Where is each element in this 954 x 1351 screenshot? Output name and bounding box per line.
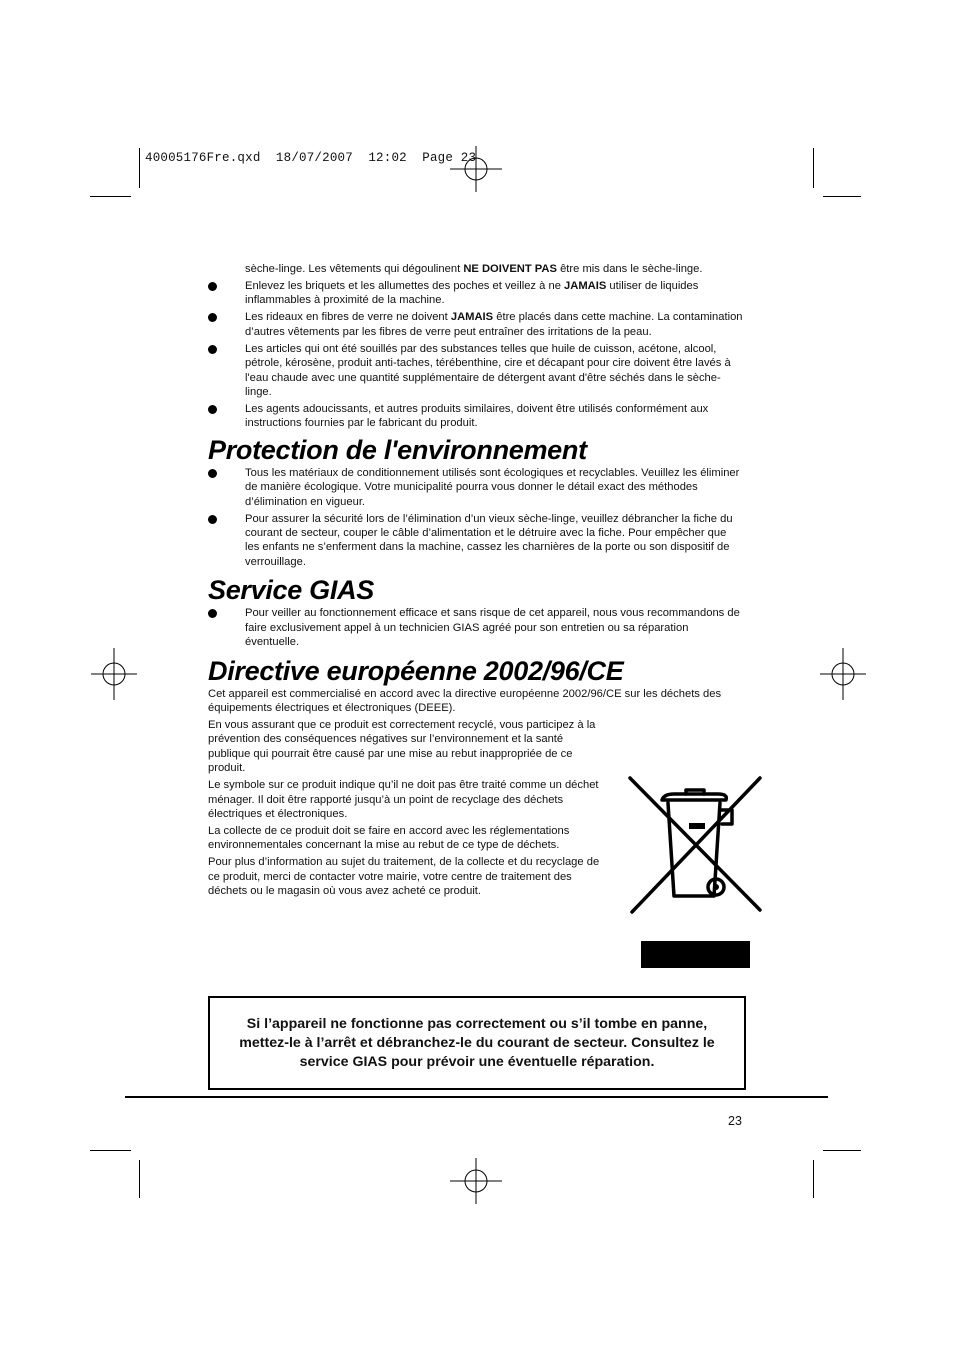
continued-paragraph: sèche-linge. Les vêtements qui dégoulinent NE DOIVENT PAS être mis dans le sèche-linge.	[245, 263, 703, 275]
warning-box	[208, 996, 746, 1090]
section-heading-environment: Protection de l'environnement	[208, 434, 587, 465]
crop-mark	[813, 148, 814, 188]
directive-paragraph: Le symbole sur ce produit indique qu’il ne doit pas être traité comme un déchet ménager. Il doit être rapporté jusqu’à un point de recyclage des déchets électriques et électroniques.	[208, 779, 599, 820]
bullet-icon	[208, 609, 217, 618]
registration-mark-icon	[88, 648, 140, 700]
directive-paragraph: Pour plus d’information au sujet du traitement, de la collecte et du recyclage de ce produit, merci de contacter votre mairie, votre centre de traitement des déchets ou le magasin où vous avez acheté ce produit.	[208, 856, 600, 898]
list-item: Les rideaux en fibres de verre ne doivent JAMAIS être placés dans cette machine. La contamination d’autres vêtements par les fibres de verre peut entraîner des irritations de la peau.	[208, 310, 743, 339]
crossed-out-wheelie-bin-icon	[626, 776, 764, 916]
list-item: Tous les matériaux de conditionnement utilisés sont écologiques et recyclables. Veuillez les éliminer de manière écologique. Votre municipalité pourra vous donner le détail exact des méthodes d’élimination en vigueur.	[208, 466, 743, 509]
bullet-icon	[208, 515, 217, 524]
list-item: Enlevez les briquets et les allumettes des poches et veillez à ne JAMAIS utiliser de liquides inflammables à proximité de la machine.	[208, 279, 743, 308]
bullet-icon	[208, 282, 217, 291]
print-slug: 40005176Fre.qxd 18/07/2007 12:02 Page 23	[145, 151, 477, 165]
section-heading-service: Service GIAS	[208, 575, 374, 606]
footer-rule	[125, 1096, 828, 1098]
crop-mark	[90, 196, 131, 197]
crop-mark	[139, 148, 140, 188]
bullet-icon	[208, 405, 217, 414]
list-item: Pour assurer la sécurité lors de l’élimination d’un vieux sèche-linge, veuillez débrancher la fiche du courant de secteur, couper le câble d’alimentation et le détruire avec la fiche. Pour empêcher que les enfants ne s’enferment dans la machine, cassez les charnières de la porte ou son dispositif de verrouillage.	[208, 512, 743, 570]
product-bar-mark	[641, 941, 750, 968]
bullet-icon	[208, 469, 217, 478]
crop-mark	[813, 1160, 814, 1198]
section-heading-directive: Directive européenne 2002/96/CE	[208, 655, 624, 686]
warning-text: Si l’appareil ne fonctionne pas correctement ou s’il tombe en panne, mettez-le à l’arrêt et débranchez-le du courant de secteur. Consultez le service GIAS pour prévoir une éventuelle réparation.	[239, 1015, 715, 1070]
directive-paragraph: En vous assurant que ce produit est correctement recyclé, vous participez à la prévention des conséquences négatives sur l’environnement et la santé publique qui pourrait être causé par une mise au rebut inappropriée de ce produit.	[208, 718, 596, 775]
directive-intro: Cet appareil est commercialisé en accord avec la directive européenne 2002/96/CE sur les déchets des équipements électriques et électroniques (DEEE).	[208, 687, 722, 714]
registration-mark-icon	[817, 648, 869, 700]
crop-mark	[139, 1160, 140, 1198]
list-item: Les agents adoucissants, et autres produits similaires, doivent être utilisés conformément aux instructions fournies par le fabricant du produit.	[208, 402, 743, 431]
list-item: Les articles qui ont été souillés par des substances telles que huile de cuisson, acétone, alcool, pétrole, kérosène, produit anti-taches, térébenthine, cire et décapant pour cire doivent être lavés à l'eau chaude avec une quantité supplémentaire de détergent avant d'être séchés dans le sèche-linge.	[208, 342, 743, 400]
crop-mark	[823, 1150, 861, 1151]
directive-paragraph: La collecte de ce produit doit se faire en accord avec les réglementations environnementales concernant la mise au rebut de ce type de déchets.	[208, 824, 570, 852]
registration-mark-icon	[450, 1155, 502, 1207]
page-number: 23	[728, 1114, 742, 1128]
crop-mark	[90, 1150, 131, 1151]
bullet-icon	[208, 313, 217, 322]
crop-mark	[823, 196, 861, 197]
bullet-icon	[208, 345, 217, 354]
registration-mark-icon	[450, 143, 502, 195]
list-item: Pour veiller au fonctionnement efficace et sans risque de cet appareil, nous vous recommandons de faire exclusivement appel à un technicien GIAS agréé pour son entretien ou sa réparation éventuelle.	[208, 606, 743, 649]
